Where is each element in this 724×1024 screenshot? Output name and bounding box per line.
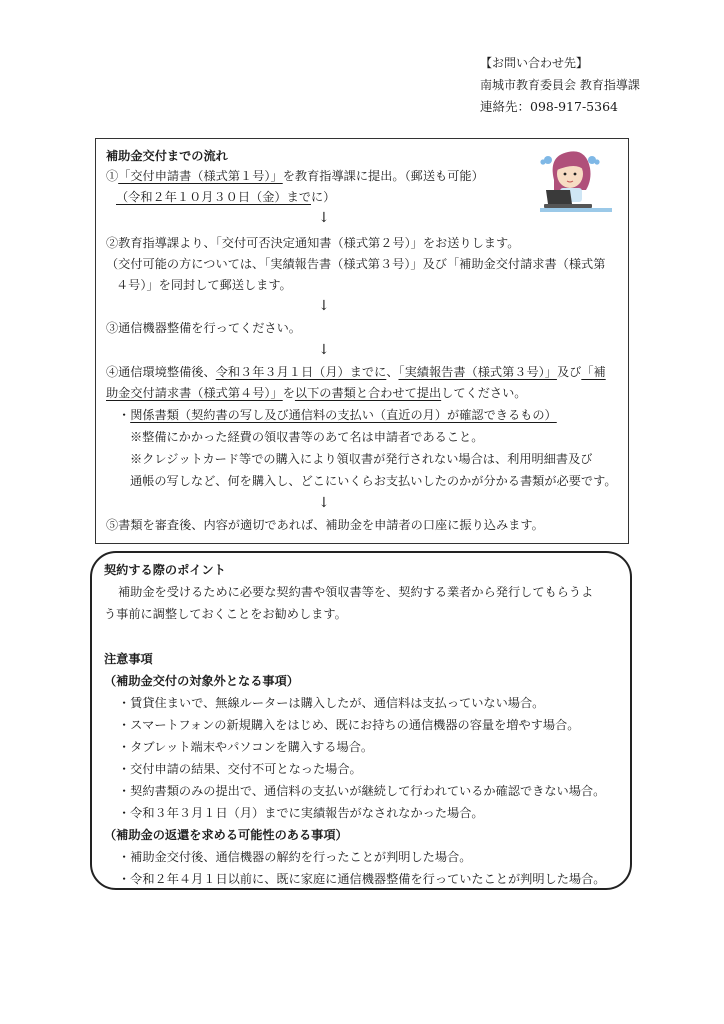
notes-title: 注意事項 (104, 652, 153, 666)
step-4-note-1: ※整備にかかった経費の領収書等のあて名は申請者であること。 (130, 430, 484, 444)
step-4-submit-with: 以下の書類と合わせて提出 (294, 386, 442, 400)
step-4-comma: 、 (386, 365, 399, 379)
step-4-claim-doc-end: 助金交付請求書（様式第４号）」 (106, 386, 283, 400)
step-2-line-2: （交付可能の方については、「実績報告書（様式第３号）」及び「補助金交付請求書（様式第 (106, 257, 606, 271)
step-1-num: ① (106, 169, 119, 183)
excluded-item: ・賃貸住まいで、無線ルーターは購入したが、通信料は支払っていない場合。 (118, 696, 545, 710)
step-2-line-1: ②教育指導課より、「交付可否決定通知書（様式第２号）」をお送りします。 (106, 236, 520, 250)
flow-arrow-3: ↓ (318, 342, 330, 358)
refund-item: ・補助金交付後、通信機器の解約を行ったことが判明した場合。 (118, 850, 472, 864)
step-4-and: 及び (556, 365, 582, 379)
flow-arrow-4: ↓ (318, 495, 330, 511)
step-4-wo: を (282, 386, 295, 400)
excluded-item: ・交付申請の結果、交付不可となった場合。 (118, 762, 362, 776)
step-4-report-doc: 「実績報告書（様式第３号）」 (398, 365, 557, 379)
step-4-deadline: 令和３年３月１日（月）までに (215, 365, 387, 379)
contact-heading: 【お問い合わせ先】 (480, 56, 589, 70)
step-1-doc: 「交付申請書（様式第１号）」 (118, 169, 283, 183)
flow-arrow-2: ↓ (318, 298, 330, 314)
points-body-2: う事前に調整しておくことをお勧めします。 (104, 607, 347, 621)
step-4-bullet: ・ (118, 408, 131, 422)
contact-org: 南城市教育委員会 教育指導課 (480, 78, 640, 92)
step-4-item (118, 407, 557, 423)
points-title: 契約する際のポイント (104, 563, 226, 577)
step-4-note-2b: 通帳の写しなど、何を購入し、どこにいくらお支払いしたのかが分かる書類が必要です。 (130, 474, 617, 488)
refund-item: ・令和２年４月１日以前に、既に家庭に通信機器整備を行っていたことが判明した場合。 (118, 872, 606, 886)
step-2-line-3: ４号）」を同封して郵送します。 (116, 278, 292, 292)
contact-tel: 連絡先：098-917-5364 (480, 99, 618, 114)
excluded-item: ・スマートフォンの新規購入をはじめ、既にお持ちの通信機器の容量を増やす場合。 (118, 718, 580, 732)
step-4-related-docs: 関係書類（契約書の写し及び通信料の支払い（直近の月）が確認できるもの） (130, 408, 557, 422)
step-1-deadline-date: （令和２年１０月３０日（金）まで (116, 190, 311, 204)
points-body-1: 補助金を受けるために必要な契約書や領収書等を、契約する業者から発行してもらうよ (118, 585, 594, 599)
step-1-deadline-end: に） (311, 190, 336, 204)
refund-title: （補助金の返還を求める可能性のある事項） (104, 828, 348, 842)
step-1-deadline (116, 189, 335, 205)
person-laptop-illustration (540, 146, 612, 216)
excluded-item: ・タブレット端末やパソコンを購入する場合。 (118, 740, 374, 754)
step-4-line-2 (106, 385, 526, 401)
flow-arrow-1: ↓ (318, 210, 330, 226)
flow-title: 補助金交付までの流れ (106, 149, 228, 163)
step-4-intro: ④通信環境整備後、 (106, 365, 216, 379)
step-4-please: してください。 (441, 386, 527, 400)
step-3: ③通信機器整備を行ってください。 (106, 321, 301, 335)
excluded-item: ・契約書類のみの提出で、通信料の支払いが継続して行われているか確認できない場合。 (118, 784, 606, 798)
step-4-line-1 (106, 364, 606, 380)
step-1 (106, 168, 484, 184)
step-5: ⑤書類を審査後、内容が適切であれば、補助金を申請者の口座に振り込みます。 (106, 518, 544, 532)
step-4-note-2a: ※クレジットカード等での購入により領収書が発行されない場合は、利用明細書及び (130, 452, 593, 466)
step-4-claim-doc-start: 「補 (581, 365, 606, 379)
excluded-item: ・令和３年３月１日（月）までに実績報告がなされなかった場合。 (118, 806, 484, 820)
excluded-title: （補助金交付の対象外となる事項） (104, 674, 299, 688)
contact-block (480, 52, 640, 118)
step-1-rest: を教育指導課に提出。（郵送も可能） (282, 169, 484, 183)
